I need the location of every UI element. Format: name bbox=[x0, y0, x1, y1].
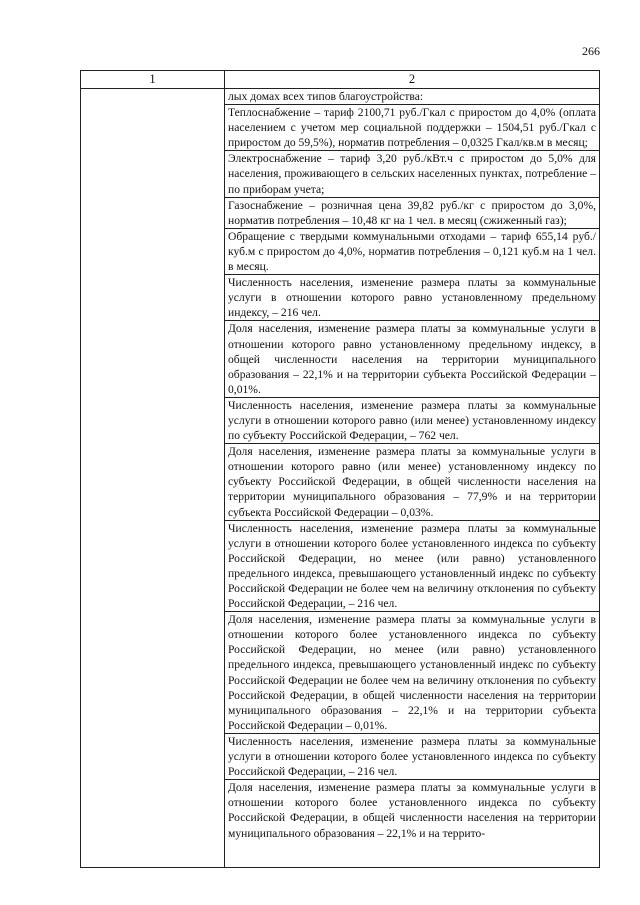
paragraph-waste-handling: Обращение с твердыми коммунальными отходами – тариф 655,14 руб./куб.м с приростом до 4,0%, норматив потребления – 0,121 куб.м на 1 чел. в месяц. bbox=[225, 229, 599, 275]
table-header-row bbox=[81, 71, 600, 89]
paragraph-population-equal-limit: Численность населения, изменение размера платы за коммунальные услуги в отношении которого равно установленному предельному индексу, – 216 чел. bbox=[225, 275, 599, 321]
paragraph-intro: лых домах всех типов благоустройства: bbox=[225, 89, 599, 105]
paragraph-share-above-index-within-deviation: Доля населения, изменение размера платы за коммунальные услуги в отношении которого более установленного индекса по субъекту Российской Федерации, но менее (или равно) установленного предельного индекса, превышающего установленный индекс по субъекту Российской Федерации не более чем на величину отклонения по субъекту Российской Федерации, в общей численности населения на территории муниципального образования – 22,1% и на территории субъекта Российской Федерации – 0,01%. bbox=[225, 612, 599, 734]
column-header-2: 2 bbox=[225, 71, 600, 89]
paragraph-share-above-index: Доля населения, изменение размера платы за коммунальные услуги в отношении которого более установленного индекса по субъекту Российской Федерации, в общей численности населения на территории муниципального образования – 22,1% и на террито- bbox=[228, 781, 596, 840]
paragraph-share-equal-limit: Доля населения, изменение размера платы за коммунальные услуги в отношении которого равно установленному предельному индексу, в общей численности населения на территории муниципального образования – 22,1% и на территории субъекта Российской Федерации – 0,01%. bbox=[225, 321, 599, 397]
table-row bbox=[81, 89, 600, 868]
paragraph-electricity-supply: Электроснабжение – тариф 3,20 руб./кВт.ч с приростом до 5,0% для населения, проживающего в сельских населенных пунктах, потребление – по приборам учета; bbox=[225, 151, 599, 197]
document-table bbox=[80, 70, 600, 868]
page-number: 266 bbox=[582, 44, 600, 58]
paragraph-gas-supply: Газоснабжение – розничная цена 39,82 руб./кг с приростом до 3,0%, норматив потребления – 10,48 кг на 1 чел. в месяц (сжиженный газ); bbox=[225, 198, 599, 229]
column-2-cell bbox=[225, 89, 600, 868]
column-1-cell bbox=[81, 89, 225, 868]
paragraph-heat-supply: Теплоснабжение – тариф 2100,71 руб./Гкал с приростом до 4,0% (оплата населением с учетом мер социальной поддержки – 1504,51 руб./Гкал с приростом до 59,5%), норматив потребления – 0,0325 Гкал/кв.м в месяц; bbox=[225, 105, 599, 151]
paragraph-population-equal-or-less-index: Численность населения, изменение размера платы за коммунальные услуги в отношении которого равно (или менее) установленному индексу по субъекту Российской Федерации, – 762 чел. bbox=[225, 398, 599, 444]
column-header-1: 1 bbox=[81, 71, 225, 89]
paragraph-population-above-index-within-deviation: Численность населения, изменение размера платы за коммунальные услуги в отношении которого более установленного индекса по субъекту Российской Федерации, но менее (или равно) установленного предельного индекса, превышающего установленный индекс по субъекту Российской Федерации не более чем на величину отклонения по субъекту Российской Федерации, – 216 чел. bbox=[225, 521, 599, 613]
paragraph-share-equal-or-less-index: Доля населения, изменение размера платы за коммунальные услуги в отношении которого равно (или менее) установленному индексу по субъекту Российской Федерации, в общей численности населения на территории муниципального образования – 77,9% и на территории субъекта Российской Федерации – 0,03%. bbox=[225, 444, 599, 520]
paragraph-population-above-index: Численность населения, изменение размера платы за коммунальные услуги в отношении которого более установленного индекса по субъекту Российской Федерации, – 216 чел. bbox=[225, 734, 599, 780]
